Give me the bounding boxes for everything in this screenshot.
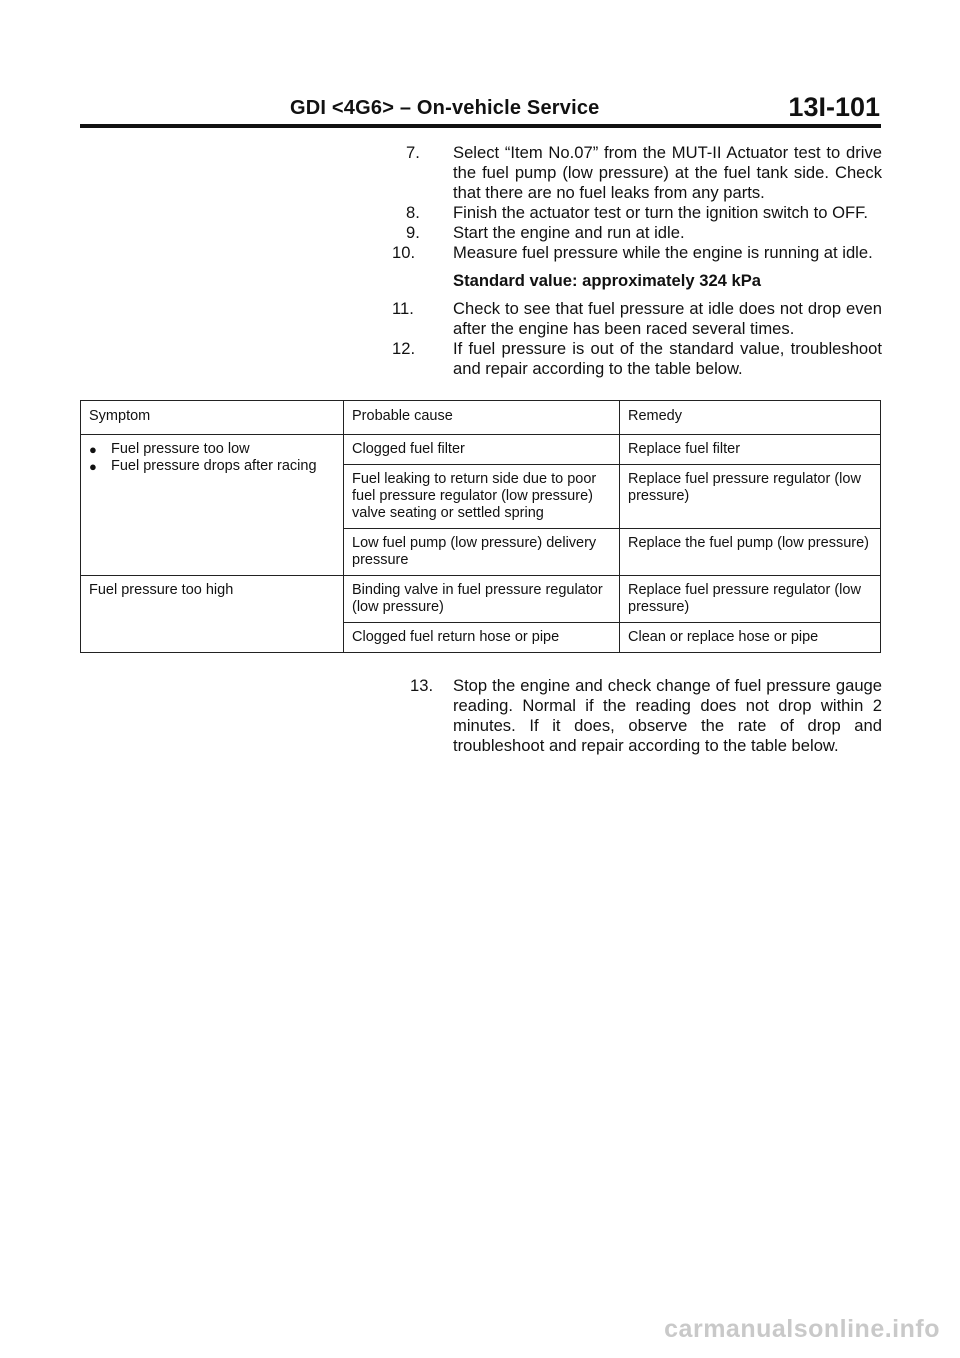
troubleshooting-table [80, 400, 881, 653]
step-text: Check to see that fuel pressure at idle does not drop even after the engine has been raced several times. [453, 299, 882, 338]
step-number: 11. [392, 299, 414, 318]
step-item [392, 299, 882, 339]
step-number: 10. [392, 243, 416, 262]
header-symptom: Symptom [81, 401, 344, 435]
header-divider [80, 124, 881, 128]
header-probable-cause: Probable cause [344, 401, 620, 435]
step-13 [410, 676, 882, 756]
remedy-cell: Replace fuel filter [620, 435, 881, 465]
table-row [81, 435, 881, 465]
step-item [392, 339, 882, 379]
page-number: 13I-101 [788, 92, 880, 122]
cause-cell: Binding valve in fuel pressure regulator (low pressure) [344, 576, 620, 623]
page-title: GDI <4G6> – On-vehicle Service [290, 97, 600, 119]
symptom-item [89, 441, 335, 458]
step-number: 7. [406, 143, 420, 162]
remedy-cell: Clean or replace hose or pipe [620, 623, 881, 653]
remedy-cell: Replace the fuel pump (low pressure) [620, 529, 881, 576]
step-text: If fuel pressure is out of the standard value, troubleshoot and repair according to the table below. [453, 339, 882, 378]
table-row [81, 576, 881, 623]
step-item [392, 203, 882, 223]
step-text: Stop the engine and check change of fuel pressure gauge reading. Normal if the reading does not drop within 2 minutes. If it does, observe the rate of drop and troubleshoot and repair according to the table below. [453, 676, 882, 755]
step-text: Measure fuel pressure while the engine is running at idle. [453, 243, 873, 262]
symptom-text: Fuel pressure drops after racing [111, 458, 317, 474]
header-remedy: Remedy [620, 401, 881, 435]
step-text: Start the engine and run at idle. [453, 223, 685, 242]
step-item [392, 223, 882, 243]
step-item [392, 243, 882, 263]
table-header-row [81, 401, 881, 435]
standard-value: Standard value: approximately 324 kPa [453, 271, 762, 290]
step-number: 13. [410, 676, 434, 695]
cause-cell: Clogged fuel filter [344, 435, 620, 465]
step-number: 9. [406, 223, 420, 242]
step-text: Finish the actuator test or turn the ignition switch to OFF. [453, 203, 869, 222]
remedy-cell: Replace fuel pressure regulator (low pressure) [620, 576, 881, 623]
step-item [410, 676, 882, 756]
step-item [392, 143, 882, 203]
cause-cell: Clogged fuel return hose or pipe [344, 623, 620, 653]
cause-cell: Low fuel pump (low pressure) delivery pressure [344, 529, 620, 576]
step-number: 8. [406, 203, 420, 222]
step-text: Select “Item No.07” from the MUT-II Actuator test to drive the fuel pump (low pressure) at the fuel tank side. Check that there are no fuel leaks from any parts. [453, 143, 882, 202]
cause-cell: Fuel leaking to return side due to poor fuel pressure regulator (low pressure) valve seating or settled spring [344, 465, 620, 529]
symptom-text: Fuel pressure too low [111, 441, 250, 457]
bullet-icon: ● [89, 459, 97, 474]
remedy-cell: Replace fuel pressure regulator (low pressure) [620, 465, 881, 529]
procedure-steps [392, 143, 882, 379]
symptom-cell [81, 435, 344, 576]
symptom-cell: Fuel pressure too high [81, 576, 344, 653]
step-number: 12. [392, 339, 416, 358]
footer-watermark: carmanualsonline.info [664, 1315, 940, 1343]
bullet-icon: ● [89, 442, 97, 457]
symptom-item [89, 458, 335, 475]
